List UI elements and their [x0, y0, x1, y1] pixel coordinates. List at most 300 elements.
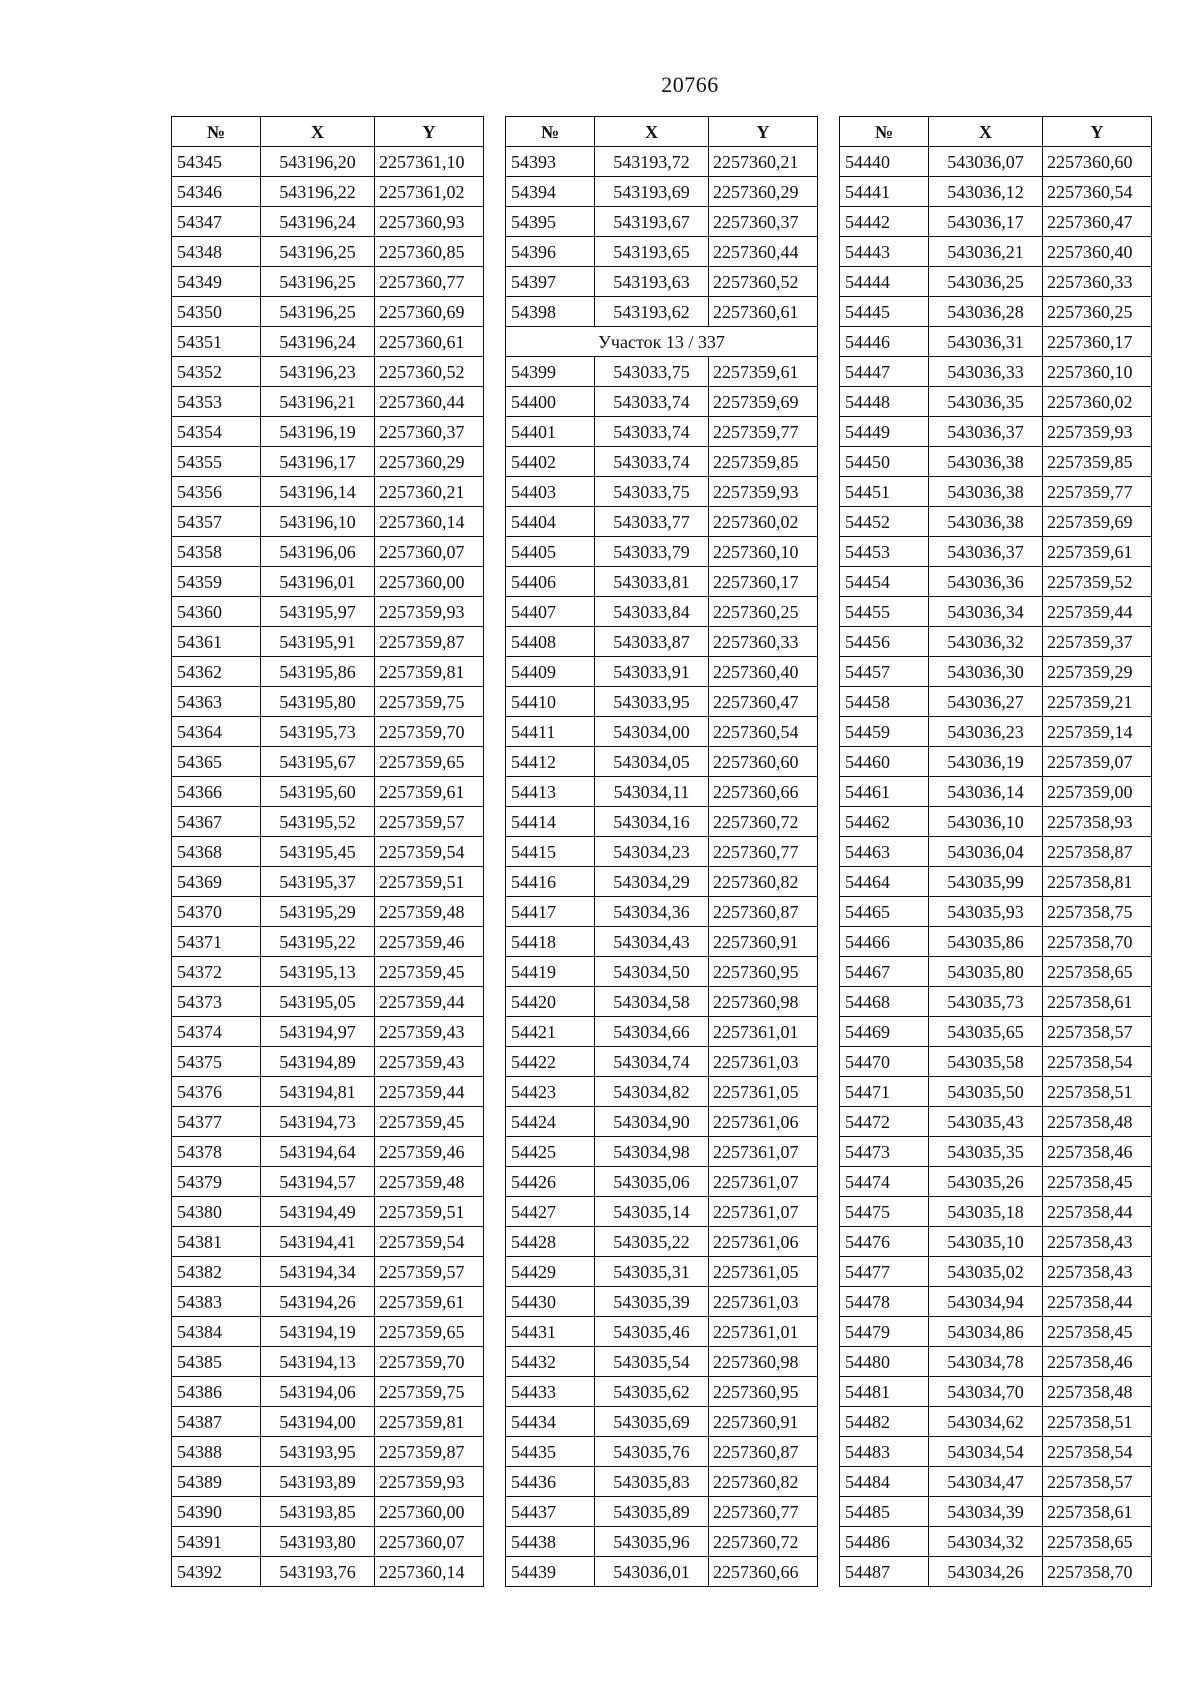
y-coordinate: 2257360,60 [709, 747, 818, 777]
x-coordinate: 543196,24 [261, 207, 375, 237]
table-row [172, 927, 484, 957]
point-number: 54449 [840, 417, 929, 447]
x-coordinate: 543035,80 [929, 957, 1043, 987]
x-coordinate: 543195,13 [261, 957, 375, 987]
x-coordinate: 543194,06 [261, 1377, 375, 1407]
y-coordinate: 2257361,03 [709, 1047, 818, 1077]
x-coordinate: 543034,82 [595, 1077, 709, 1107]
point-number: 54412 [506, 747, 595, 777]
x-coordinate: 543034,29 [595, 867, 709, 897]
y-coordinate: 2257360,72 [709, 1527, 818, 1557]
y-coordinate: 2257359,46 [375, 927, 484, 957]
y-coordinate: 2257359,77 [709, 417, 818, 447]
y-coordinate: 2257361,07 [709, 1137, 818, 1167]
point-number: 54455 [840, 597, 929, 627]
y-coordinate: 2257360,02 [709, 507, 818, 537]
point-number: 54357 [172, 507, 261, 537]
y-coordinate: 2257360,14 [375, 507, 484, 537]
point-number: 54356 [172, 477, 261, 507]
point-number: 54445 [840, 297, 929, 327]
point-number: 54365 [172, 747, 261, 777]
y-coordinate: 2257359,81 [375, 657, 484, 687]
x-coordinate: 543035,89 [595, 1497, 709, 1527]
point-number: 54450 [840, 447, 929, 477]
table-row [506, 1167, 818, 1197]
x-coordinate: 543195,45 [261, 837, 375, 867]
x-coordinate: 543195,60 [261, 777, 375, 807]
x-coordinate: 543194,64 [261, 1137, 375, 1167]
y-coordinate: 2257360,21 [375, 477, 484, 507]
table-row [506, 717, 818, 747]
header-row [840, 117, 1152, 147]
point-number: 54472 [840, 1107, 929, 1137]
y-coordinate: 2257359,44 [375, 987, 484, 1017]
point-number: 54404 [506, 507, 595, 537]
table-row [840, 1047, 1152, 1077]
x-coordinate: 543033,75 [595, 477, 709, 507]
x-coordinate: 543194,19 [261, 1317, 375, 1347]
table-row [506, 1287, 818, 1317]
point-number: 54403 [506, 477, 595, 507]
x-coordinate: 543195,86 [261, 657, 375, 687]
point-number: 54393 [506, 147, 595, 177]
x-coordinate: 543193,76 [261, 1557, 375, 1587]
x-coordinate: 543196,25 [261, 237, 375, 267]
y-coordinate: 2257360,47 [1043, 207, 1152, 237]
point-number: 54370 [172, 897, 261, 927]
table-row [506, 387, 818, 417]
point-number: 54414 [506, 807, 595, 837]
x-coordinate: 543035,06 [595, 1167, 709, 1197]
x-coordinate: 543034,43 [595, 927, 709, 957]
x-coordinate: 543035,86 [929, 927, 1043, 957]
table-row [840, 1227, 1152, 1257]
y-coordinate: 2257358,81 [1043, 867, 1152, 897]
y-coordinate: 2257360,25 [709, 597, 818, 627]
point-number: 54407 [506, 597, 595, 627]
y-coordinate: 2257358,51 [1043, 1077, 1152, 1107]
x-coordinate: 543033,74 [595, 447, 709, 477]
table-row [840, 747, 1152, 777]
y-coordinate: 2257360,07 [375, 1527, 484, 1557]
y-coordinate: 2257358,87 [1043, 837, 1152, 867]
x-coordinate: 543196,23 [261, 357, 375, 387]
y-coordinate: 2257360,44 [709, 237, 818, 267]
point-number: 54447 [840, 357, 929, 387]
point-number: 54415 [506, 837, 595, 867]
x-coordinate: 543195,29 [261, 897, 375, 927]
header-y: Y [1043, 117, 1152, 147]
table-row [840, 387, 1152, 417]
x-coordinate: 543196,25 [261, 297, 375, 327]
y-coordinate: 2257361,05 [709, 1257, 818, 1287]
table-row [172, 1467, 484, 1497]
y-coordinate: 2257359,69 [709, 387, 818, 417]
table-row [172, 207, 484, 237]
table-row [840, 477, 1152, 507]
y-coordinate: 2257358,45 [1043, 1317, 1152, 1347]
y-coordinate: 2257358,70 [1043, 927, 1152, 957]
x-coordinate: 543194,97 [261, 1017, 375, 1047]
table-row [172, 147, 484, 177]
y-coordinate: 2257360,54 [709, 717, 818, 747]
header-x: X [929, 117, 1043, 147]
y-coordinate: 2257359,51 [375, 867, 484, 897]
x-coordinate: 543196,24 [261, 327, 375, 357]
y-coordinate: 2257358,46 [1043, 1347, 1152, 1377]
y-coordinate: 2257359,65 [375, 747, 484, 777]
x-coordinate: 543193,95 [261, 1437, 375, 1467]
x-coordinate: 543036,27 [929, 687, 1043, 717]
y-coordinate: 2257360,47 [709, 687, 818, 717]
point-number: 54398 [506, 297, 595, 327]
table-row [506, 597, 818, 627]
y-coordinate: 2257359,48 [375, 897, 484, 927]
x-coordinate: 543194,00 [261, 1407, 375, 1437]
point-number: 54354 [172, 417, 261, 447]
table-row [506, 1467, 818, 1497]
y-coordinate: 2257359,29 [1043, 657, 1152, 687]
point-number: 54376 [172, 1077, 261, 1107]
x-coordinate: 543193,69 [595, 177, 709, 207]
y-coordinate: 2257360,87 [709, 897, 818, 927]
point-number: 54477 [840, 1257, 929, 1287]
y-coordinate: 2257359,44 [375, 1077, 484, 1107]
table-row [840, 267, 1152, 297]
x-coordinate: 543193,80 [261, 1527, 375, 1557]
table-row [506, 807, 818, 837]
table-row [506, 867, 818, 897]
y-coordinate: 2257360,85 [375, 237, 484, 267]
table-row [506, 927, 818, 957]
x-coordinate: 543034,26 [929, 1557, 1043, 1587]
table-row [172, 237, 484, 267]
x-coordinate: 543194,49 [261, 1197, 375, 1227]
y-coordinate: 2257359,77 [1043, 477, 1152, 507]
point-number: 54439 [506, 1557, 595, 1587]
x-coordinate: 543034,66 [595, 1017, 709, 1047]
table-row [172, 747, 484, 777]
table-row [506, 837, 818, 867]
y-coordinate: 2257358,48 [1043, 1107, 1152, 1137]
table-row [840, 1167, 1152, 1197]
point-number: 54362 [172, 657, 261, 687]
table-row [506, 477, 818, 507]
table-row [506, 1407, 818, 1437]
point-number: 54424 [506, 1107, 595, 1137]
x-coordinate: 543034,54 [929, 1437, 1043, 1467]
table-row [172, 387, 484, 417]
table-row [840, 1527, 1152, 1557]
point-number: 54351 [172, 327, 261, 357]
x-coordinate: 543193,67 [595, 207, 709, 237]
table-row [506, 1257, 818, 1287]
x-coordinate: 543195,52 [261, 807, 375, 837]
point-number: 54390 [172, 1497, 261, 1527]
x-coordinate: 543036,35 [929, 387, 1043, 417]
point-number: 54437 [506, 1497, 595, 1527]
point-number: 54478 [840, 1287, 929, 1317]
point-number: 54416 [506, 867, 595, 897]
x-coordinate: 543196,14 [261, 477, 375, 507]
table-row [172, 867, 484, 897]
y-coordinate: 2257360,37 [375, 417, 484, 447]
y-coordinate: 2257361,03 [709, 1287, 818, 1317]
point-number: 54440 [840, 147, 929, 177]
x-coordinate: 543033,81 [595, 567, 709, 597]
table-row [506, 537, 818, 567]
section-row [506, 327, 818, 357]
x-coordinate: 543193,62 [595, 297, 709, 327]
y-coordinate: 2257360,21 [709, 147, 818, 177]
x-coordinate: 543035,93 [929, 897, 1043, 927]
point-number: 54441 [840, 177, 929, 207]
y-coordinate: 2257359,61 [709, 357, 818, 387]
table-row [172, 267, 484, 297]
point-number: 54474 [840, 1167, 929, 1197]
table-row [506, 747, 818, 777]
table-row [506, 507, 818, 537]
x-coordinate: 543036,37 [929, 537, 1043, 567]
x-coordinate: 543194,13 [261, 1347, 375, 1377]
point-number: 54386 [172, 1377, 261, 1407]
point-number: 54466 [840, 927, 929, 957]
x-coordinate: 543194,81 [261, 1077, 375, 1107]
y-coordinate: 2257359,00 [1043, 777, 1152, 807]
point-number: 54417 [506, 897, 595, 927]
x-coordinate: 543036,10 [929, 807, 1043, 837]
y-coordinate: 2257359,52 [1043, 567, 1152, 597]
y-coordinate: 2257358,61 [1043, 987, 1152, 1017]
x-coordinate: 543035,31 [595, 1257, 709, 1287]
table-row [172, 1317, 484, 1347]
header-y: Y [709, 117, 818, 147]
table-row [840, 447, 1152, 477]
point-number: 54480 [840, 1347, 929, 1377]
point-number: 54459 [840, 717, 929, 747]
point-number: 54374 [172, 1017, 261, 1047]
point-number: 54479 [840, 1317, 929, 1347]
table-row [840, 1197, 1152, 1227]
table-row [840, 1137, 1152, 1167]
coordinates-table-3 [839, 116, 1152, 1587]
y-coordinate: 2257360,93 [375, 207, 484, 237]
table-row [840, 507, 1152, 537]
y-coordinate: 2257359,54 [375, 1227, 484, 1257]
table-row [840, 1377, 1152, 1407]
x-coordinate: 543033,87 [595, 627, 709, 657]
x-coordinate: 543035,43 [929, 1107, 1043, 1137]
table-row [840, 1317, 1152, 1347]
y-coordinate: 2257359,54 [375, 837, 484, 867]
point-number: 54426 [506, 1167, 595, 1197]
x-coordinate: 543036,38 [929, 477, 1043, 507]
y-coordinate: 2257359,37 [1043, 627, 1152, 657]
table-row [172, 807, 484, 837]
x-coordinate: 543196,17 [261, 447, 375, 477]
point-number: 54476 [840, 1227, 929, 1257]
y-coordinate: 2257358,65 [1043, 1527, 1152, 1557]
y-coordinate: 2257359,43 [375, 1047, 484, 1077]
y-coordinate: 2257359,85 [709, 447, 818, 477]
x-coordinate: 543196,06 [261, 537, 375, 567]
y-coordinate: 2257360,17 [709, 567, 818, 597]
point-number: 54467 [840, 957, 929, 987]
table-row [172, 837, 484, 867]
table-row [172, 597, 484, 627]
point-number: 54448 [840, 387, 929, 417]
table-row [506, 357, 818, 387]
x-coordinate: 543195,22 [261, 927, 375, 957]
x-coordinate: 543033,95 [595, 687, 709, 717]
point-number: 54352 [172, 357, 261, 387]
table-row [172, 567, 484, 597]
point-number: 54473 [840, 1137, 929, 1167]
table-row [172, 177, 484, 207]
coordinates-table-2 [505, 116, 818, 1587]
y-coordinate: 2257360,87 [709, 1437, 818, 1467]
x-coordinate: 543036,12 [929, 177, 1043, 207]
y-coordinate: 2257360,95 [709, 957, 818, 987]
y-coordinate: 2257361,01 [709, 1017, 818, 1047]
y-coordinate: 2257360,33 [1043, 267, 1152, 297]
point-number: 54367 [172, 807, 261, 837]
x-coordinate: 543036,32 [929, 627, 1043, 657]
x-coordinate: 543035,22 [595, 1227, 709, 1257]
y-coordinate: 2257360,72 [709, 807, 818, 837]
y-coordinate: 2257359,87 [375, 1437, 484, 1467]
table-row [506, 297, 818, 327]
point-number: 54419 [506, 957, 595, 987]
table-row [506, 1197, 818, 1227]
table-row [840, 297, 1152, 327]
y-coordinate: 2257359,70 [375, 1347, 484, 1377]
table-row [506, 1377, 818, 1407]
table-row [506, 1047, 818, 1077]
x-coordinate: 543034,98 [595, 1137, 709, 1167]
table-row [506, 267, 818, 297]
x-coordinate: 543036,17 [929, 207, 1043, 237]
table-row [506, 687, 818, 717]
table-row [506, 1437, 818, 1467]
x-coordinate: 543036,31 [929, 327, 1043, 357]
point-number: 54430 [506, 1287, 595, 1317]
x-coordinate: 543035,39 [595, 1287, 709, 1317]
table-row [506, 657, 818, 687]
x-coordinate: 543034,78 [929, 1347, 1043, 1377]
point-number: 54411 [506, 717, 595, 747]
point-number: 54468 [840, 987, 929, 1017]
table-row [840, 927, 1152, 957]
x-coordinate: 543036,38 [929, 447, 1043, 477]
table-row [840, 1077, 1152, 1107]
x-coordinate: 543034,32 [929, 1527, 1043, 1557]
point-number: 54358 [172, 537, 261, 567]
point-number: 54361 [172, 627, 261, 657]
table-row [840, 357, 1152, 387]
point-number: 54389 [172, 1467, 261, 1497]
point-number: 54427 [506, 1197, 595, 1227]
table-row [840, 627, 1152, 657]
x-coordinate: 543034,62 [929, 1407, 1043, 1437]
y-coordinate: 2257361,07 [709, 1167, 818, 1197]
point-number: 54382 [172, 1257, 261, 1287]
table-row [506, 1077, 818, 1107]
y-coordinate: 2257359,61 [375, 1287, 484, 1317]
table-row [172, 1227, 484, 1257]
point-number: 54433 [506, 1377, 595, 1407]
x-coordinate: 543036,23 [929, 717, 1043, 747]
header-number: № [840, 117, 929, 147]
header-x: X [595, 117, 709, 147]
x-coordinate: 543196,10 [261, 507, 375, 537]
point-number: 54443 [840, 237, 929, 267]
y-coordinate: 2257360,44 [375, 387, 484, 417]
table-row [840, 177, 1152, 207]
x-coordinate: 543035,54 [595, 1347, 709, 1377]
table-row [506, 237, 818, 267]
table-row [172, 687, 484, 717]
y-coordinate: 2257359,93 [375, 597, 484, 627]
x-coordinate: 543034,16 [595, 807, 709, 837]
point-number: 54408 [506, 627, 595, 657]
table-row [172, 417, 484, 447]
table-row [172, 957, 484, 987]
table-row [172, 1197, 484, 1227]
y-coordinate: 2257360,60 [1043, 147, 1152, 177]
y-coordinate: 2257361,05 [709, 1077, 818, 1107]
point-number: 54400 [506, 387, 595, 417]
x-coordinate: 543033,77 [595, 507, 709, 537]
y-coordinate: 2257360,52 [375, 357, 484, 387]
y-coordinate: 2257358,43 [1043, 1257, 1152, 1287]
table-row [506, 1137, 818, 1167]
table-row [506, 987, 818, 1017]
point-number: 54429 [506, 1257, 595, 1287]
y-coordinate: 2257359,70 [375, 717, 484, 747]
point-number: 54388 [172, 1437, 261, 1467]
table-row [840, 567, 1152, 597]
x-coordinate: 543034,90 [595, 1107, 709, 1137]
table-row [172, 1527, 484, 1557]
x-coordinate: 543033,84 [595, 597, 709, 627]
point-number: 54421 [506, 1017, 595, 1047]
table-row [172, 1377, 484, 1407]
y-coordinate: 2257360,61 [375, 327, 484, 357]
x-coordinate: 543195,91 [261, 627, 375, 657]
point-number: 54395 [506, 207, 595, 237]
table-row [840, 1557, 1152, 1587]
y-coordinate: 2257358,93 [1043, 807, 1152, 837]
x-coordinate: 543034,58 [595, 987, 709, 1017]
point-number: 54368 [172, 837, 261, 867]
x-coordinate: 543034,50 [595, 957, 709, 987]
y-coordinate: 2257359,81 [375, 1407, 484, 1437]
table-row [506, 1017, 818, 1047]
point-number: 54348 [172, 237, 261, 267]
x-coordinate: 543034,74 [595, 1047, 709, 1077]
y-coordinate: 2257359,85 [1043, 447, 1152, 477]
point-number: 54363 [172, 687, 261, 717]
point-number: 54383 [172, 1287, 261, 1317]
x-coordinate: 543035,50 [929, 1077, 1043, 1107]
y-coordinate: 2257360,14 [375, 1557, 484, 1587]
point-number: 54425 [506, 1137, 595, 1167]
y-coordinate: 2257359,93 [375, 1467, 484, 1497]
x-coordinate: 543033,74 [595, 387, 709, 417]
y-coordinate: 2257358,48 [1043, 1377, 1152, 1407]
table-row [172, 657, 484, 687]
